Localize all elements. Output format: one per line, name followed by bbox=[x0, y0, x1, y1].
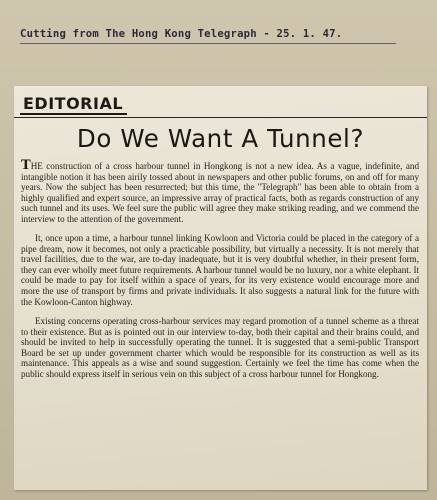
article-headline: Do We Want A Tunnel? bbox=[76, 124, 365, 153]
section-divider bbox=[14, 117, 427, 118]
newspaper-clipping bbox=[14, 86, 427, 490]
cutting-source-underline bbox=[20, 43, 396, 44]
drop-cap: T bbox=[21, 158, 31, 173]
section-label: EDITORIAL bbox=[20, 93, 127, 115]
paragraph-1-text: HE construction of a cross harbour tunnel in Hongkong is not a new idea. As a vague, indefinite, and intangible notion it has been airily tossed about in newspapers and other public forums, on and off for many years. Now the subject has been resurrected; but this time, the "Telegraph" has been able to obtain from a highly qualified and expert source, an impressive array of practical facts, both as regards construction of any such tunnel and its uses. We feel sure the public will agree they make striking reading, and we commend the interview to the attention of the government. bbox=[21, 161, 419, 224]
cutting-source-line: Cutting from The Hong Kong Telegraph - 25. 1. 47. bbox=[20, 28, 343, 40]
paragraph-2: It, once upon a time, a harbour tunnel linking Kowloon and Victoria could be placed in the category of a pipe dream, now it becomes, not only a practicable possibility, but virtually a necessity. It is not merely that travel facilities, due to the war, are to-day inadequate, but it is very doubtful whether, in their present form, they can ever wholly meet future requirements. A harbour tunnel would be no luxury, nor a white elephant. It could be made to pay for itself within a space of years, for its very existence would encourage more and more the use of transport by firms and private individuals. It also suggests a natural link for the future with the Kowloon-Canton highway. bbox=[21, 233, 419, 307]
article-body bbox=[21, 158, 419, 388]
paragraph-1 bbox=[21, 158, 419, 224]
paragraph-3: Existing concerns operating cross-harbour services may regard promotion of a tunnel scheme as a threat to their existence. But as is pointed out in our interview to-day, both their capital and their brains could, and should be invited to help in successfully operating the tunnel. It is suggested that a semi-public Transport Board be set up under government charter which would be responsible for its construction as well as its maintenance. This appeals as a wise and sound suggestion. Certainly we feel the time has come when the public should express itself in serious vein on this subject of a cross harbour tunnel for Hongkong. bbox=[21, 316, 419, 379]
